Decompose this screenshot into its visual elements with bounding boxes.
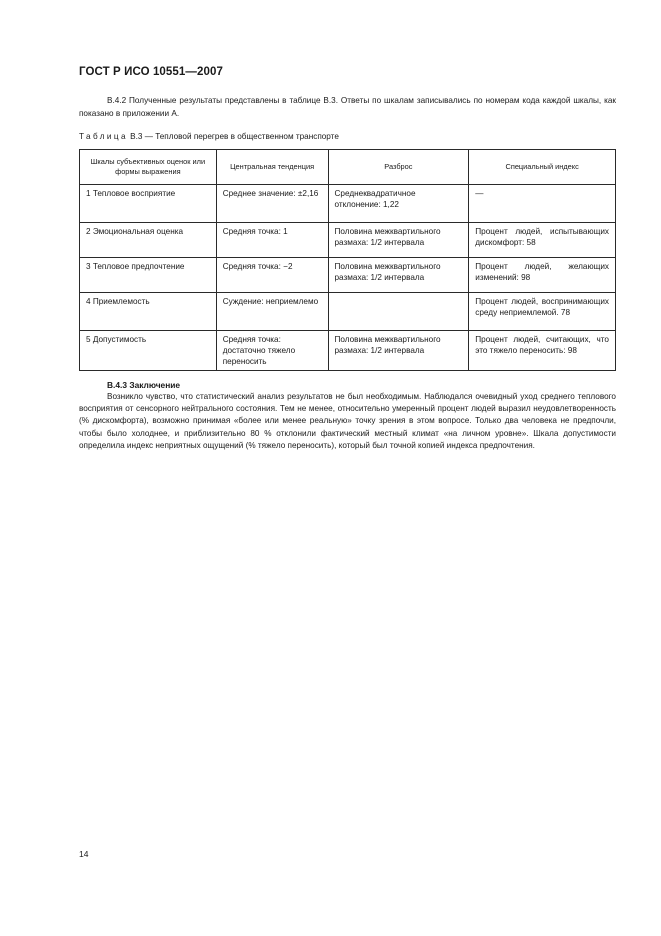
table-row <box>80 223 616 258</box>
table-row <box>80 258 616 293</box>
cell-scale: 4 Приемлемость <box>80 293 217 331</box>
cell-scale: 2 Эмоциональная оценка <box>80 223 217 258</box>
header-spread: Разброс <box>328 150 469 185</box>
cell-central: Суждение: неприемлемо <box>216 293 328 331</box>
header-special-index: Специальный индекс <box>469 150 616 185</box>
table-caption-text: В.3 — Тепловой перегрев в общественном транспорте <box>127 132 339 141</box>
intro-paragraph: В.4.2 Полученные результаты представлены в таблице В.3. Ответы по шкалам записывались по номерам кода каждой шкалы, как показано в приложении А. <box>79 96 616 118</box>
page-number: 14 <box>79 849 89 859</box>
results-table <box>79 149 616 371</box>
cell-index: Процент людей, испытывающих дискомфорт: 58 <box>469 223 616 258</box>
cell-central: Средняя точка: 1 <box>216 223 328 258</box>
header-scales: Шкалы субъективных оценок или формы выражения <box>80 150 217 185</box>
cell-central: Средняя точка: достаточно тяжело переносить <box>216 331 328 371</box>
conclusion-heading: В.4.3 Заключение <box>107 380 181 390</box>
table-caption-label: Таблица <box>79 132 128 141</box>
cell-spread: Среднеквадратичное отклонение: 1,22 <box>328 185 469 223</box>
cell-index: Процент людей, считающих, что это тяжело переносить: 98 <box>469 331 616 371</box>
cell-scale: 1 Тепловое восприятие <box>80 185 217 223</box>
table-row <box>80 331 616 371</box>
header-central-tendency: Центральная тенденция <box>216 150 328 185</box>
cell-scale: 5 Допустимость <box>80 331 217 371</box>
intro-paragraph-block <box>79 95 616 120</box>
cell-index: Процент людей, воспринимающих среду неприемлемой. 78 <box>469 293 616 331</box>
cell-central: Средняя точка: −2 <box>216 258 328 293</box>
cell-spread: Половина межквартильного размаха: 1/2 интервала <box>328 223 469 258</box>
cell-spread: Половина межквартильного размаха: 1/2 интервала <box>328 258 469 293</box>
cell-central: Среднее значение: ±2,16 <box>216 185 328 223</box>
table-caption <box>79 131 339 143</box>
cell-scale: 3 Тепловое предпочтение <box>80 258 217 293</box>
conclusion-paragraph: Возникло чувство, что статистический анализ результатов не был необходимым. Наблюдался очевидный уход среднего теплового восприятия от сенсорного нейтрального состояния. Тем не менее, относительно умеренный процент людей выразил неудовлетворенность (% дискомфорта), возможно принимая «более или менее реальную» точку зрения в этом вопросе. Только два человека не предпочли, чтобы было холоднее, и приблизительно 80 % отклонили фактический местный климат «на личном уровне». Шкала допустимости определила индекс неприятных ощущений (% тяжело переносить), который был точной копией индекса предпочтения. <box>79 392 616 450</box>
table-row <box>80 293 616 331</box>
cell-index: Процент людей, желающих изменений: 98 <box>469 258 616 293</box>
table-header-row <box>80 150 616 185</box>
table-row <box>80 185 616 223</box>
cell-index: — <box>469 185 616 223</box>
document-header-title: ГОСТ Р ИСО 10551—2007 <box>79 66 224 78</box>
cell-spread <box>328 293 469 331</box>
conclusion-section <box>79 379 616 452</box>
cell-spread: Половина межквартильного размаха: 1/2 интервала <box>328 331 469 371</box>
